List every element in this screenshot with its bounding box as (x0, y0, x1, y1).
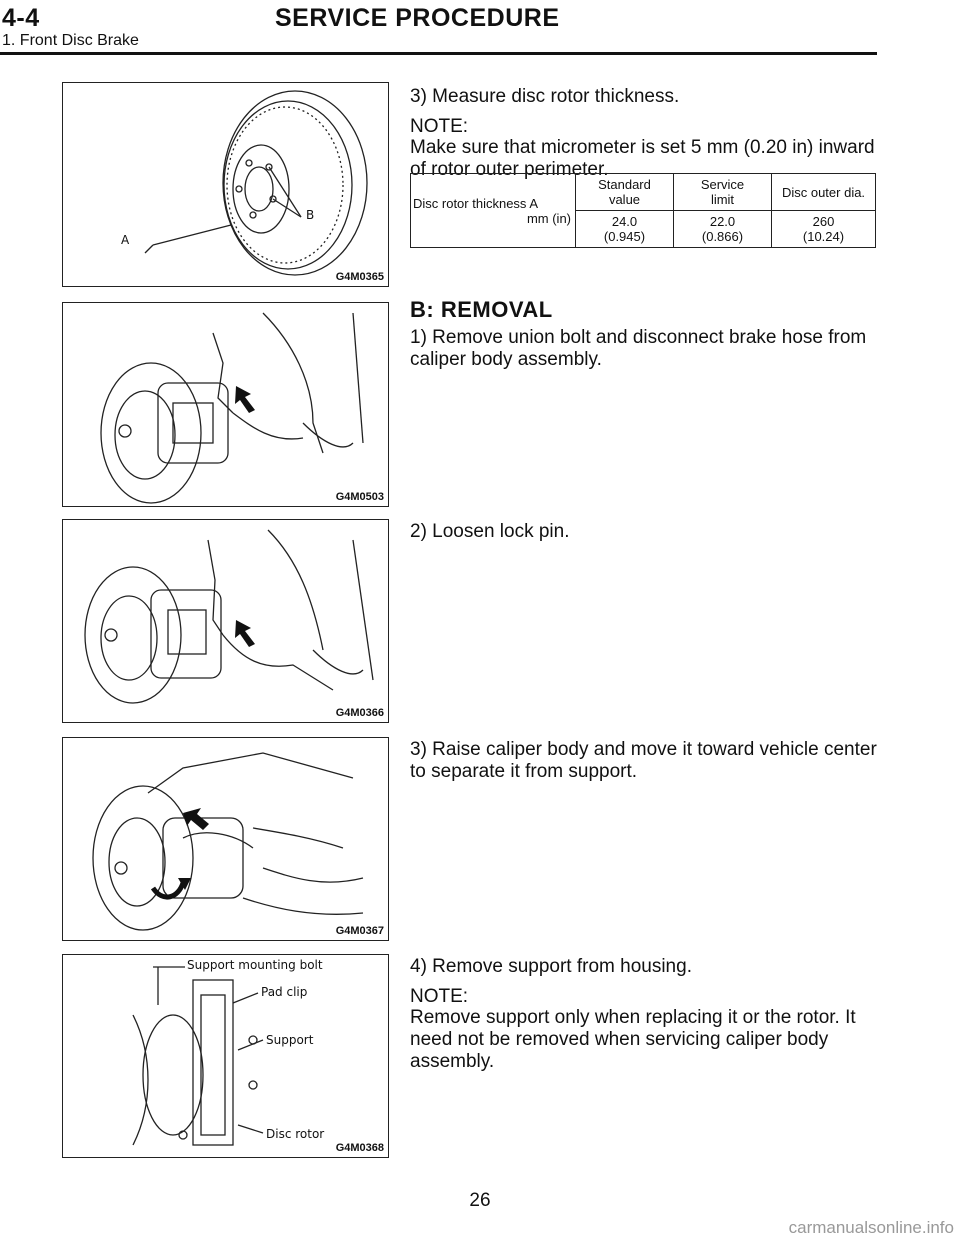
spec-val-standard: 24.0 (0.945) (576, 211, 674, 248)
section-heading-removal: B: REMOVAL (410, 297, 553, 322)
watermark: carmanualsonline.info (788, 1218, 954, 1237)
figure-lock-pin (62, 519, 389, 723)
step-measure-text: 3) Measure disc rotor thickness. (410, 86, 680, 107)
figure-label: G4M0503 (335, 491, 384, 503)
spec-col-limit: Service limit (674, 174, 772, 211)
spec-col-standard: Standard value (576, 174, 674, 211)
union-bolt-illustration (63, 303, 389, 507)
figure-label: G4M0365 (335, 271, 384, 283)
step3-text: 3) Raise caliper body and move it toward vehicle center to separate it from support. (410, 739, 877, 782)
spec-row-header: Disc rotor thickness A mm (in) (411, 174, 576, 248)
figure-union-bolt (62, 302, 389, 507)
note-label: NOTE: (410, 116, 469, 137)
figure-disc-rotor (62, 82, 389, 287)
callout-support-mounting-bolt: Support mounting bolt (187, 958, 323, 972)
note-text: Make sure that micrometer is set 5 mm (0.20 in) inward of rotor outer perimeter. (410, 137, 875, 180)
page-title: SERVICE PROCEDURE (275, 4, 560, 32)
disc-rotor-illustration (63, 83, 389, 287)
step1-text: 1) Remove union bolt and disconnect brake hose from caliper body assembly. (410, 327, 867, 370)
section-number: 4-4 (2, 4, 40, 32)
raise-caliper-illustration (63, 738, 389, 941)
spec-col-outer-dia: Disc outer dia. (772, 174, 876, 211)
section-subtitle: 1. Front Disc Brake (2, 32, 139, 49)
remove-support-illustration (63, 955, 389, 1158)
page-number: 26 (469, 1190, 491, 1211)
step4-note-text: Remove support only when replacing it or the rotor. It need not be removed when servicing caliper body assembly. (410, 1007, 856, 1072)
spec-table (410, 173, 876, 248)
callout-b: B (306, 208, 315, 222)
header-rule (0, 52, 877, 55)
callout-support: Support (266, 1033, 314, 1047)
callout-pad-clip: Pad clip (261, 985, 308, 999)
figure-raise-caliper (62, 737, 389, 941)
callout-disc-rotor: Disc rotor (266, 1127, 325, 1141)
spec-val-outer-dia: 260 (10.24) (772, 211, 876, 248)
figure-label: G4M0366 (335, 707, 384, 719)
step4-text: 4) Remove support from housing. (410, 956, 692, 977)
figure-remove-support (62, 954, 389, 1158)
lock-pin-illustration (63, 520, 389, 723)
spec-val-limit: 22.0 (0.866) (674, 211, 772, 248)
callout-a: A (121, 233, 130, 247)
figure-label: G4M0368 (335, 1142, 384, 1154)
step4-note-label: NOTE: (410, 986, 469, 1007)
figure-label: G4M0367 (335, 925, 384, 937)
step2-text: 2) Loosen lock pin. (410, 521, 570, 542)
